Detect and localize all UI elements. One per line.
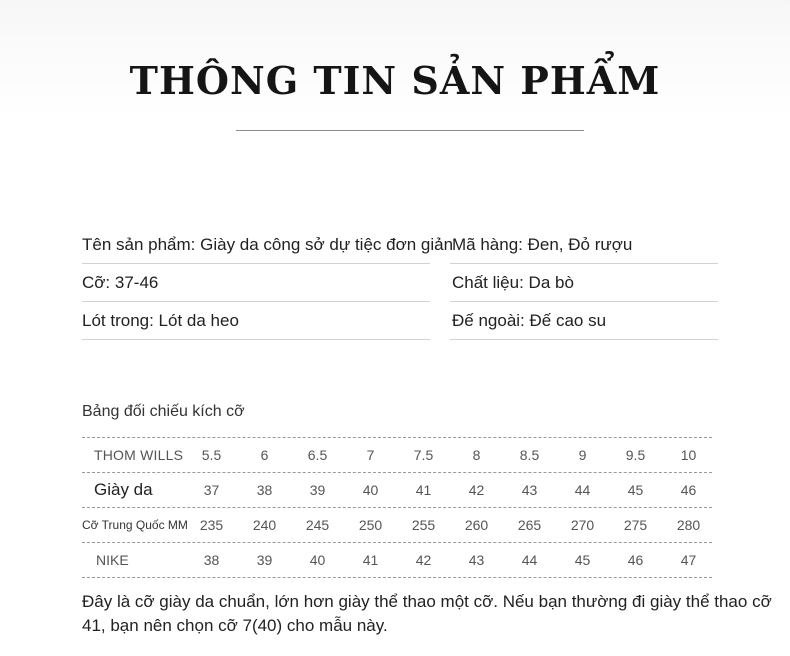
size-cell: 38: [256, 482, 273, 498]
size-cell: 260: [464, 517, 489, 533]
size-cell: 43: [468, 552, 485, 568]
size-cell: 41: [415, 482, 432, 498]
size-cell: 45: [574, 552, 591, 568]
size-cell: 250: [358, 517, 383, 533]
title-divider: [236, 130, 584, 131]
size-cell: 42: [468, 482, 485, 498]
size-row-cells: [185, 473, 715, 507]
info-row: [82, 302, 722, 340]
size-chart-table: [82, 437, 712, 578]
size-cell: 40: [309, 552, 326, 568]
size-row-thom-wills: [82, 437, 712, 472]
size-cell: 7: [366, 447, 375, 463]
size-cell: 40: [362, 482, 379, 498]
size-cell: 240: [252, 517, 277, 533]
size-cell: 44: [574, 482, 591, 498]
size-cell: 280: [676, 517, 701, 533]
size-cell: 235: [199, 517, 224, 533]
size-cell: 9.5: [625, 447, 646, 463]
size-cell: 41: [362, 552, 379, 568]
size-row-cells: [185, 438, 715, 472]
size-cell: 6: [260, 447, 269, 463]
size-row-nike: [82, 542, 712, 578]
info-divider: [450, 339, 718, 340]
size-cell: 255: [411, 517, 436, 533]
size-cell: 8.5: [519, 447, 540, 463]
size-row-label: Cỡ Trung Quốc MM: [82, 518, 188, 532]
page-title: THÔNG TIN SẢN PHẨM: [129, 58, 661, 103]
product-info: [82, 226, 722, 340]
size-cell: 44: [521, 552, 538, 568]
info-row: [82, 226, 722, 264]
size-row-china-mm: [82, 507, 712, 542]
size-chart-caption: Bảng đối chiếu kích cỡ: [82, 403, 245, 420]
size-cell: 42: [415, 552, 432, 568]
size-cell: 6.5: [307, 447, 328, 463]
size-row-leather-shoe: [82, 472, 712, 507]
size-cell: 46: [680, 482, 697, 498]
size-cell: 37: [203, 482, 220, 498]
size-note: Đây là cỡ giày da chuẩn, lớn hơn giày thể thao một cỡ. Nếu bạn thường đi giày thể thao cỡ 41, bạn nên chọn cỡ 7(40) cho mẫu này.: [82, 592, 772, 635]
size-row-label: THOM WILLS: [94, 447, 184, 463]
info-lining: Lót trong: Lót da heo: [82, 311, 239, 330]
size-cell: 270: [570, 517, 595, 533]
size-cell: 39: [309, 482, 326, 498]
size-cell: 47: [680, 552, 697, 568]
size-cell: 275: [623, 517, 648, 533]
info-divider: [82, 339, 430, 340]
info-outsole: Đế ngoài: Đế cao su: [452, 311, 607, 330]
size-cell: 8: [472, 447, 481, 463]
info-product-name: Tên sản phẩm: Giày da công sở dự tiệc đơn giản: [82, 235, 454, 254]
size-cell: 9: [578, 447, 587, 463]
size-row-label: NIKE: [96, 552, 129, 568]
size-cell: 245: [305, 517, 330, 533]
info-color-code: Mã hàng: Đen, Đỏ rượu: [452, 235, 633, 254]
size-cell: 10: [680, 447, 697, 463]
size-row-cells: [185, 543, 715, 577]
size-cell: 5.5: [201, 447, 222, 463]
size-cell: 39: [256, 552, 273, 568]
info-size-range: Cỡ: 37-46: [82, 273, 159, 292]
size-cell: 45: [627, 482, 644, 498]
size-cell: 7.5: [413, 447, 434, 463]
size-cell: 265: [517, 517, 542, 533]
size-cell: 43: [521, 482, 538, 498]
size-row-cells: [185, 508, 715, 542]
size-cell: 38: [203, 552, 220, 568]
info-material: Chất liệu: Da bò: [452, 273, 574, 292]
size-row-label: Giày da: [94, 480, 153, 499]
size-cell: 46: [627, 552, 644, 568]
info-row: [82, 264, 722, 302]
